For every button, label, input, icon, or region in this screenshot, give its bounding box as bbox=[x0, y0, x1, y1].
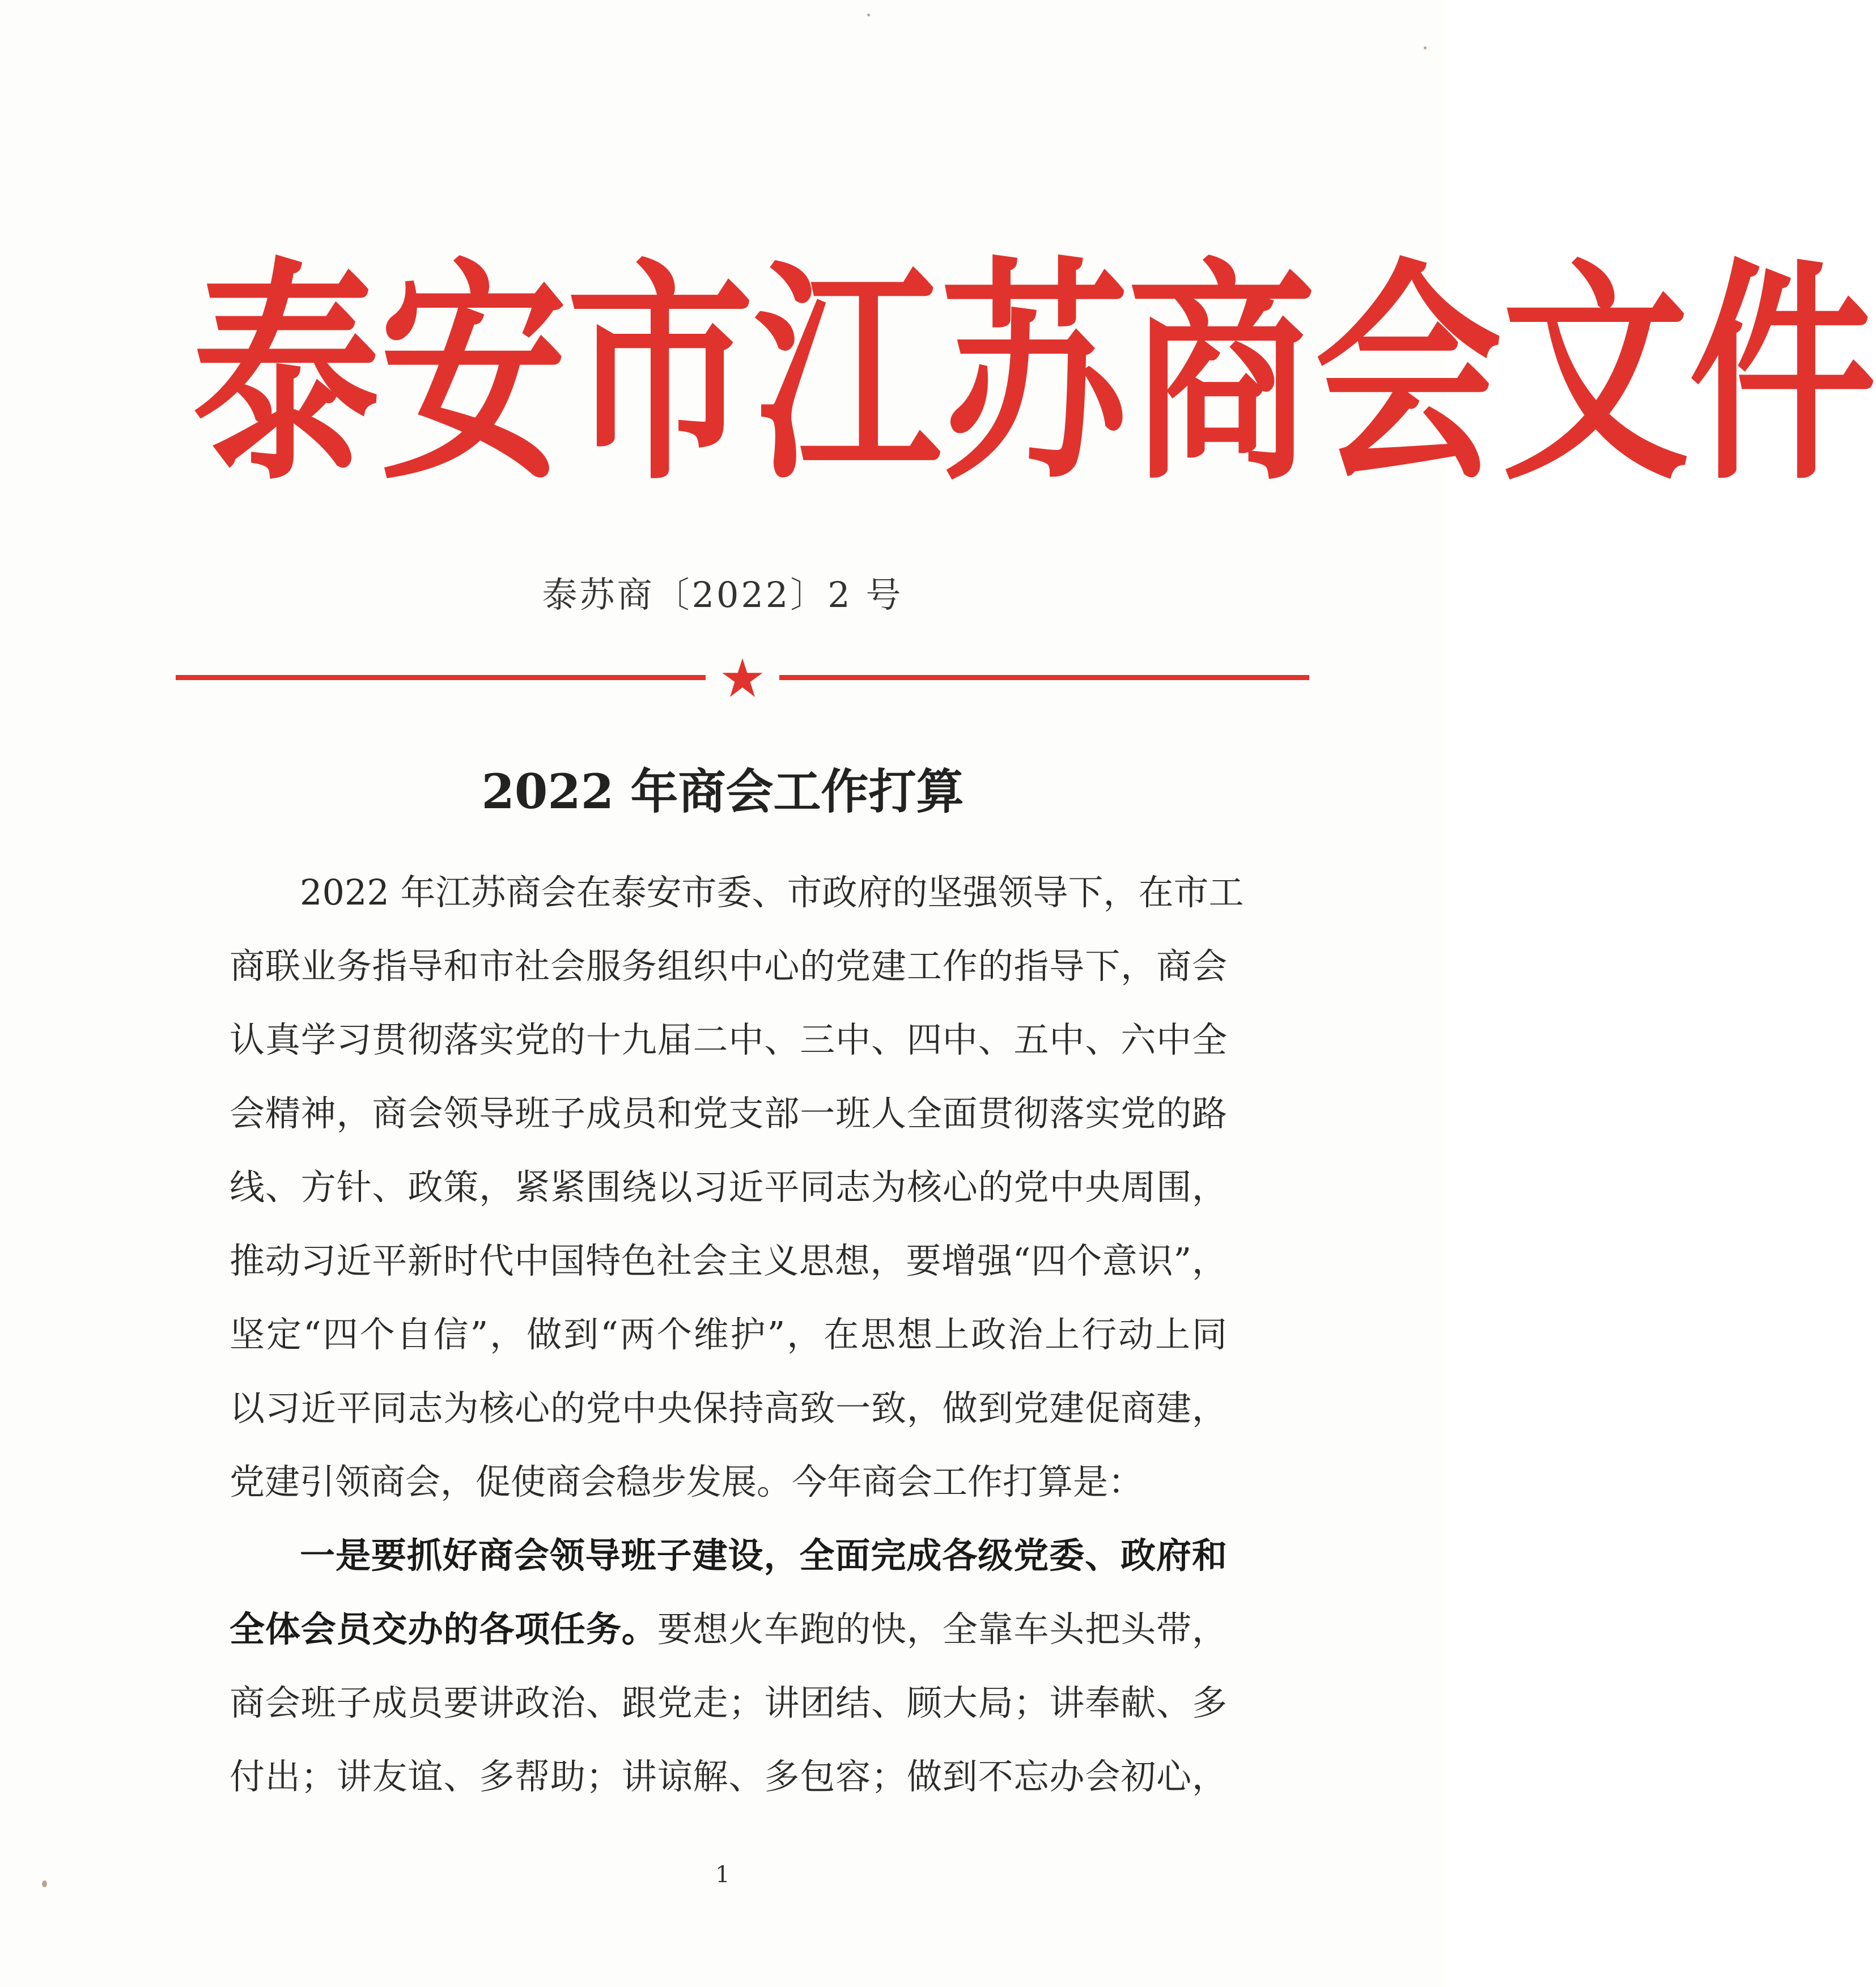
masthead-char: 会 bbox=[1315, 236, 1502, 512]
body-line bbox=[230, 1593, 1227, 1666]
divider-line-left bbox=[176, 675, 706, 680]
body-line: 2022 年江苏商会在泰安市委、市政府的坚强领导下，在市工 bbox=[300, 872, 1244, 913]
red-divider bbox=[176, 657, 1309, 697]
section-heading: 一是要抓好商会领导班子建设，全面完成各级党委、政府和 bbox=[300, 1535, 1227, 1576]
body-line: 商会班子成员要讲政治、跟党走；讲团结、顾大局；讲奉献、多 bbox=[230, 1682, 1227, 1723]
scan-speck bbox=[867, 14, 870, 16]
document-title: 2022 年商会工作打算 bbox=[481, 763, 964, 820]
body-line: 会精神，商会领导班子成员和党支部一班人全面贯彻落实党的路 bbox=[230, 1093, 1227, 1134]
divider-line-right bbox=[779, 675, 1309, 680]
masthead-char: 泰 bbox=[193, 236, 380, 512]
body-line: 线、方针、政策，紧紧围绕以习近平同志为核心的党中央周围， bbox=[230, 1166, 1227, 1208]
section-text: 要想火车跑的快，全靠车头把头带， bbox=[657, 1608, 1227, 1650]
body-line: 认真学习贯彻落实党的十九届二中、三中、四中、五中、六中全 bbox=[230, 1019, 1227, 1060]
section-heading-continued: 全体会员交办的各项任务。 bbox=[230, 1608, 657, 1650]
masthead-char: 商 bbox=[1128, 236, 1315, 512]
masthead-char: 市 bbox=[567, 236, 754, 512]
masthead bbox=[193, 236, 1876, 512]
masthead-char: 件 bbox=[1689, 236, 1876, 512]
body-line: 付出；讲友谊、多帮助；讲谅解、多包容；做到不忘办会初心， bbox=[230, 1756, 1227, 1797]
masthead-char: 文 bbox=[1502, 236, 1689, 512]
masthead-char: 江 bbox=[754, 236, 941, 512]
page-number: 1 bbox=[715, 1862, 730, 1888]
star-icon bbox=[721, 657, 764, 698]
body-line: 商联业务指导和市社会服务组织中心的党建工作的指导下，商会 bbox=[230, 945, 1227, 987]
body-line: 党建引领商会，促使商会稳步发展。今年商会工作打算是： bbox=[230, 1461, 1144, 1502]
body-line: 坚定“四个自信”，做到“两个维护”，在思想上政治上行动上同 bbox=[230, 1314, 1227, 1355]
document-number: 泰苏商〔2022〕2 号 bbox=[542, 574, 903, 615]
masthead-char: 苏 bbox=[941, 236, 1128, 512]
masthead-char: 安 bbox=[380, 236, 567, 512]
body-line: 推动习近平新时代中国特色社会主义思想，要增强“四个意识”， bbox=[230, 1240, 1227, 1281]
document-body bbox=[230, 856, 1244, 1814]
scan-speck bbox=[1424, 46, 1427, 49]
body-line: 以习近平同志为核心的党中央保持高致一致，做到党建促商建， bbox=[230, 1387, 1227, 1429]
